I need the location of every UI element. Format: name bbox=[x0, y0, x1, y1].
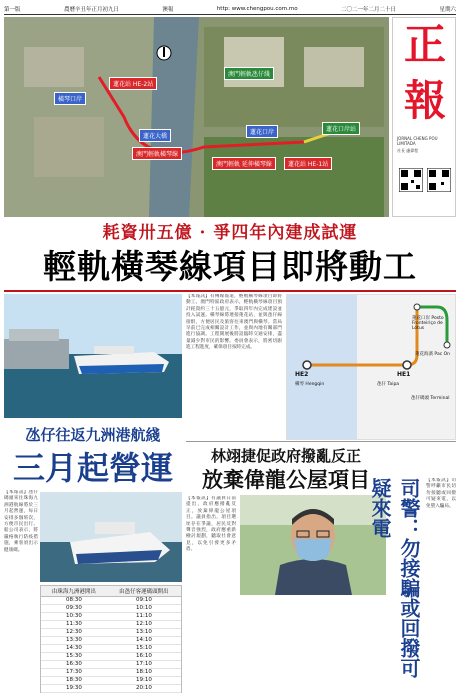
schedule-cell: 13:30 bbox=[41, 636, 107, 644]
route-diagram bbox=[286, 294, 456, 440]
divider-bar bbox=[4, 290, 456, 292]
table-row bbox=[41, 660, 181, 668]
map-label-hengqin-extension: 澳門輕軌 延伸橫琴線 bbox=[212, 157, 276, 170]
ferry-story-head1: 氹仔往返九洲港航綫 bbox=[25, 426, 161, 444]
weekday: 星期六 bbox=[439, 6, 456, 13]
logo-en-name: JORNAL CHENG POU LIMITADA bbox=[397, 136, 438, 147]
schedule-cell: 20:10 bbox=[107, 684, 181, 692]
lin-story-head1: 林翊捷促政府撥亂反正 bbox=[210, 447, 361, 465]
map-label-hengqin-line: 澳門輕軌橫琴線 bbox=[132, 147, 182, 160]
ferry-illustration bbox=[4, 294, 182, 418]
map-label-lotus-port-station: 蓮花口岸站 bbox=[322, 122, 360, 135]
side-story-body: 【本報訊】司警呼籲市民切勿接聽或回撥可疑來電，以免墮入騙局。 bbox=[426, 478, 456, 509]
table-row bbox=[41, 596, 181, 604]
ferry-story-body: 【本報訊】氹仔碼頭來往珠海九洲港航線將於三月起營運，每日安排多個班次，方便市民出行。船公司表示，將嚴格執行防疫措施，乘客須出示健康碼。 bbox=[4, 490, 38, 553]
schedule-cell: 13:10 bbox=[107, 628, 181, 636]
schedule-cell: 12:10 bbox=[107, 620, 181, 628]
man-illustration bbox=[240, 495, 386, 595]
schedule-cell: 19:10 bbox=[107, 676, 181, 684]
table-row bbox=[41, 668, 181, 676]
logo-box bbox=[392, 17, 456, 217]
schedule-cell: 09:30 bbox=[41, 604, 107, 612]
map-label-taipa-line: 澳門輕軌氹仔綫 bbox=[224, 67, 274, 80]
table-row bbox=[41, 676, 181, 684]
table-row bbox=[41, 652, 181, 660]
aerial-map bbox=[4, 17, 389, 217]
side-story bbox=[368, 478, 456, 693]
station-taipa-name: 氹仔 Taipa bbox=[377, 382, 400, 387]
section-divider bbox=[186, 441, 456, 442]
map-label-lotus-bridge: 蓮花大橋 bbox=[139, 129, 171, 142]
station-he2-name: 橫琴 Hengqin bbox=[295, 382, 325, 387]
station-pacon-name: 蓮花海濱 Pac On bbox=[415, 352, 450, 357]
ferry-story-head2: 三月起營運 bbox=[12, 449, 173, 487]
schedule-header-zhuhai: 由珠海九洲港開出 bbox=[41, 586, 107, 596]
table-row bbox=[41, 644, 181, 652]
schedule-cell: 18:10 bbox=[107, 668, 181, 676]
schedule-cell: 14:30 bbox=[41, 644, 107, 652]
side-story-headline: 司警：勿接騙或回撥可疑來電 bbox=[368, 478, 421, 678]
schedule-cell: 15:10 bbox=[107, 644, 181, 652]
schedule-cell: 11:10 bbox=[107, 612, 181, 620]
logo-char-1: 正 bbox=[403, 20, 446, 69]
paper-url: http: www.chengpou.com.mo bbox=[216, 5, 298, 12]
map-label-hengqin-port: 橫琴口岸 bbox=[54, 92, 86, 105]
qr-code-icon bbox=[399, 168, 423, 192]
lin-story-head2: 放棄偉龍公屋項目 bbox=[202, 467, 370, 492]
ferry-schedule-table bbox=[40, 585, 182, 693]
table-row bbox=[41, 628, 181, 636]
ferry-2-illustration bbox=[40, 492, 182, 582]
lead-body: 【本報訊】有傳媒報道，輕軌橫琴線項目即將動工。澳門特區政府表示，輕軌橫琴線項目預計耗資約三十五億元，爭取四年內完成建設並投入試運。橫琴線將連接蓮花站，並與氹仔線接駁，方便居民及旅客往來澳門與橫琴。當局早前已完成相關設計工作，並與內地有關部門進行協調。工程開展後將設臨時交通安排，盡量減少對市民的影響。委員會表示，將密切跟進工程進度，確保項目按時完成。 bbox=[186, 294, 282, 351]
table-row bbox=[41, 612, 181, 620]
page-number: 第一版 bbox=[4, 6, 21, 13]
schedule-cell: 10:10 bbox=[107, 604, 181, 612]
lead-headline: 輕軌橫琴線項目即將動工 bbox=[43, 247, 417, 286]
schedule-cell: 16:30 bbox=[41, 660, 107, 668]
lunar-date: 農曆辛丑年正月初九日 bbox=[63, 6, 119, 13]
schedule-cell: 11:30 bbox=[41, 620, 107, 628]
schedule-cell: 17:10 bbox=[107, 660, 181, 668]
table-row bbox=[41, 636, 181, 644]
schedule-cell: 17:30 bbox=[41, 668, 107, 676]
schedule-cell: 15:30 bbox=[41, 652, 107, 660]
schedule-cell: 14:10 bbox=[107, 636, 181, 644]
schedule-header-taipa: 由氹仔客運碼頭開出 bbox=[107, 586, 181, 596]
station-terminal-name: 氹仔碼頭 Terminal bbox=[411, 396, 450, 401]
map-label-lotus-station-he2: 蓮花站 HE-2站 bbox=[109, 77, 157, 90]
table-row bbox=[41, 684, 181, 692]
qr-code-icon-2 bbox=[427, 168, 451, 192]
logo-reg: 社長 盧偉程 bbox=[397, 148, 419, 153]
logo-char-2: 報 bbox=[403, 76, 446, 125]
station-he2-code: HE2 bbox=[295, 371, 309, 378]
map-label-lotus-port: 蓮花口岸 bbox=[246, 125, 278, 138]
schedule-cell: 18:30 bbox=[41, 676, 107, 684]
map-label-lotus-station-he1: 蓮花站 HE-1站 bbox=[284, 157, 332, 170]
map-illustration bbox=[4, 17, 389, 217]
schedule-cell: 19:30 bbox=[41, 684, 107, 692]
ferry-photo-2 bbox=[40, 492, 182, 582]
table-row bbox=[41, 604, 181, 612]
schedule-cell: 16:10 bbox=[107, 652, 181, 660]
issue-date: 二〇二一年二月二十日 bbox=[341, 6, 397, 13]
schedule-cell: 12:30 bbox=[41, 628, 107, 636]
schedule-cell: 08:30 bbox=[41, 596, 107, 604]
station-he1-name: 蓮花口岸 Posto Fronteiriço de Lótus bbox=[412, 316, 444, 331]
station-he1-code: HE1 bbox=[397, 371, 411, 378]
masthead bbox=[4, 3, 456, 15]
schedule-cell: 09:10 bbox=[107, 596, 181, 604]
ferry-photo bbox=[4, 294, 182, 418]
lin-story-body-continued bbox=[240, 598, 386, 693]
schedule-cell: 10:30 bbox=[41, 612, 107, 620]
man-photo bbox=[240, 495, 386, 595]
lin-story-body: 【本報訊】有議員日前提出，政府應撥亂反正，放棄偉龍公屋項目。議員指出，項目選址存在爭議，居民反對聲音強烈，政府應重新檢討規劃，聽取社會意見，以免引發更多矛盾。 bbox=[186, 496, 236, 553]
table-row bbox=[41, 620, 181, 628]
lead-subhead: 耗資卅五億 · 爭四年內建成試運 bbox=[102, 223, 358, 243]
paper-name: 澳報 bbox=[162, 6, 174, 13]
